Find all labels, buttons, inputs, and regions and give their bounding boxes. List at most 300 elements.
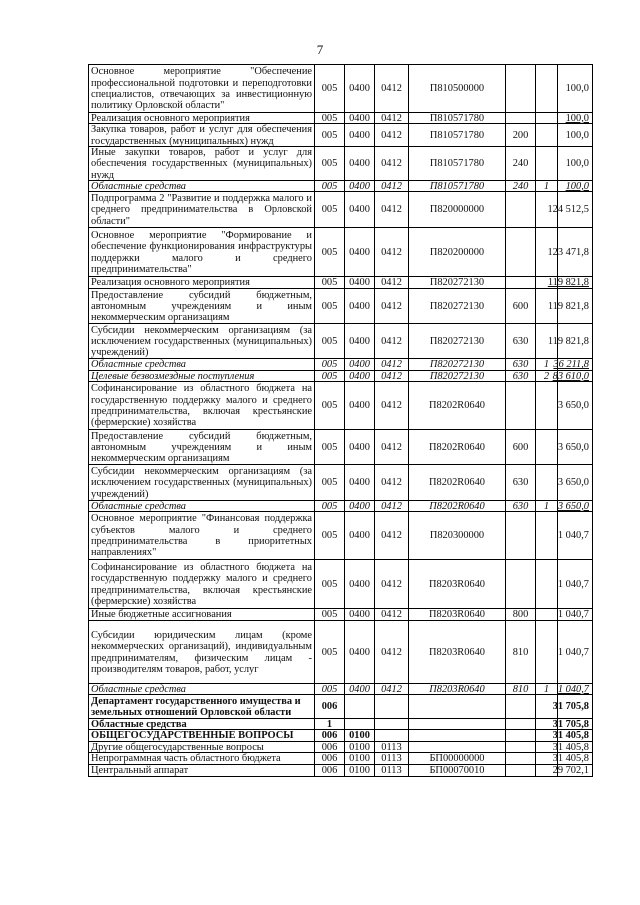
- amount-cell-text: 100,0: [565, 180, 589, 192]
- amount-cell-text: 1 040,7: [557, 530, 589, 542]
- table-row: [88, 559, 593, 609]
- subsection-code-cell-text: 0412: [381, 441, 402, 453]
- amount-cell-text: 36 211,8: [553, 359, 589, 371]
- amount-cell-text: 83 610,0: [552, 370, 589, 382]
- target-article-cell-text: П8203R0640: [429, 609, 485, 621]
- amount-cell-text: 1 040,7: [557, 646, 589, 658]
- target-article-cell-text: П820200000: [429, 246, 485, 258]
- admin-code-cell: [314, 65, 344, 113]
- row-name-cell-text: Субсидии некоммерческим организациям (за исключением государственных (муниципальных) учреждений): [91, 324, 312, 359]
- section-code-cell-text: 0100: [349, 764, 370, 776]
- target-article-cell: [408, 465, 505, 501]
- expense-type-cell: [505, 324, 535, 359]
- admin-code-cell-text: 006: [321, 764, 338, 776]
- admin-code-cell-text: 005: [321, 609, 338, 621]
- table-row: [88, 511, 593, 560]
- funding-source-cell: [535, 621, 557, 684]
- admin-code-cell: [314, 324, 344, 359]
- expense-type-cell: [505, 512, 535, 560]
- amount-cell-text: 3 650,0: [557, 477, 589, 489]
- section-code-cell-text: 0400: [349, 609, 370, 621]
- section-code-cell-text: 0400: [349, 112, 370, 124]
- subsection-code-cell-text: 0113: [381, 741, 402, 753]
- amount-cell: [547, 289, 593, 324]
- target-article-cell-text: П820000000: [429, 204, 485, 216]
- funding-source-cell-text: 1: [543, 500, 550, 512]
- row-name-cell-text: Иные бюджетные ассигнования: [91, 609, 232, 621]
- amount-cell-text: 100,0: [565, 83, 589, 95]
- funding-source-cell: [535, 382, 557, 430]
- target-article-cell: [408, 289, 505, 324]
- funding-source-cell-text: 2: [543, 370, 550, 382]
- admin-code-cell-text: 1: [326, 718, 333, 730]
- table-row: [88, 694, 593, 719]
- admin-code-cell: [314, 228, 344, 277]
- row-name-cell-text: Предоставление субсидий бюджетным, автономным учреждениям и иным некоммерческим организациям: [91, 430, 312, 465]
- section-code-cell-text: 0400: [349, 683, 370, 695]
- amount-cell-text: 1 040,7: [557, 578, 589, 590]
- section-code-cell-text: 0400: [349, 578, 370, 590]
- section-code-cell: [344, 465, 374, 501]
- subsection-code-cell: [374, 65, 408, 113]
- section-code-cell: [344, 765, 374, 776]
- row-name-cell-text: Реализация основного мероприятия: [91, 277, 250, 289]
- admin-code-cell-text: 005: [321, 204, 338, 216]
- amount-cell-text: 3 650,0: [557, 500, 589, 512]
- target-article-cell-text: БП00000000: [429, 753, 485, 765]
- row-name-cell-text: Софинансирование из областного бюджета на государственную поддержку малого и среднего предпринимательства, включая крестьянские (фермерские) хозяйства: [91, 383, 312, 429]
- admin-code-cell: [314, 560, 344, 609]
- target-article-cell-text: П8202R0640: [429, 400, 485, 412]
- section-code-cell: [344, 228, 374, 277]
- subsection-code-cell-text: 0412: [381, 400, 402, 412]
- section-code-cell-text: 0400: [349, 300, 370, 312]
- section-code-cell-text: 0400: [349, 500, 370, 512]
- table-row: [88, 64, 593, 113]
- amount-cell: [557, 621, 593, 684]
- target-article-cell-text: П8203R0640: [429, 646, 485, 658]
- target-article-cell: [408, 382, 505, 430]
- amount-cell-text: 1 040,7: [557, 609, 589, 621]
- subsection-code-cell: [374, 289, 408, 324]
- amount-cell: [557, 512, 593, 560]
- amount-cell: [547, 324, 593, 359]
- admin-code-cell-text: 005: [321, 578, 338, 590]
- target-article-cell-text: П820272130: [429, 300, 485, 312]
- amount-cell-text: 31 405,8: [552, 753, 589, 765]
- target-article-cell-text: П810500000: [429, 83, 485, 95]
- section-code-cell-text: 0400: [349, 335, 370, 347]
- section-code-cell-text: 0400: [349, 400, 370, 412]
- target-article-cell-text: П820272130: [429, 370, 485, 382]
- row-name-cell-text: Областные средства: [91, 683, 187, 695]
- table-row: [88, 288, 593, 324]
- section-code-cell-text: 0400: [349, 359, 370, 371]
- row-name-cell-text: Субсидии юридическим лицам (кроме некоммерческих организаций), индивидуальным предпринимателям, физическим лицам - производителям товаров, работ, услуг: [91, 629, 312, 675]
- expense-type-cell-text: 600: [512, 441, 529, 453]
- amount-cell: [552, 695, 593, 719]
- amount-cell-text: 29 702,1: [552, 764, 589, 776]
- admin-code-cell-text: 005: [321, 300, 338, 312]
- subsection-code-cell: [374, 228, 408, 277]
- expense-type-cell: [505, 465, 535, 501]
- expense-type-cell-text: 630: [512, 370, 529, 382]
- table-row: [88, 429, 593, 465]
- row-name-cell: [88, 228, 314, 277]
- target-article-cell-text: П810571780: [429, 112, 485, 124]
- amount-cell-text: 124 512,5: [547, 204, 589, 216]
- expense-type-cell: [505, 382, 535, 430]
- row-name-cell: [88, 192, 314, 228]
- section-code-cell-text: 0100: [349, 730, 370, 742]
- subsection-code-cell-text: 0412: [381, 204, 402, 216]
- section-code-cell-text: 0400: [349, 204, 370, 216]
- funding-source-cell: [535, 147, 557, 181]
- row-name-cell: [88, 324, 314, 359]
- subsection-code-cell-text: 0412: [381, 500, 402, 512]
- expense-type-cell: [505, 124, 535, 147]
- subsection-code-cell-text: 0113: [381, 753, 402, 765]
- row-name-cell-text: Департамент государственного имущества и земельных отношений Орловской области: [91, 695, 301, 718]
- funding-source-cell: [535, 512, 557, 560]
- section-code-cell-text: 0400: [349, 441, 370, 453]
- subsection-code-cell: [374, 512, 408, 560]
- section-code-cell-text: 0100: [349, 753, 370, 765]
- expense-type-cell-text: 630: [512, 500, 529, 512]
- row-name-cell-text: Реализация основного мероприятия: [91, 112, 250, 124]
- amount-cell: [557, 124, 593, 147]
- funding-source-cell: [535, 124, 557, 147]
- amount-cell-text: 123 471,8: [547, 246, 589, 258]
- admin-code-cell: [314, 147, 344, 181]
- amount-cell-text: 100,0: [565, 158, 589, 170]
- admin-code-cell-text: 005: [321, 359, 338, 371]
- funding-source-cell: [535, 465, 557, 501]
- section-code-cell: [344, 324, 374, 359]
- target-article-cell: [408, 512, 505, 560]
- subsection-code-cell-text: 0412: [381, 300, 402, 312]
- admin-code-cell-text: 005: [321, 500, 338, 512]
- subsection-code-cell-text: 0412: [381, 129, 402, 141]
- expense-type-cell-text: 800: [512, 609, 529, 621]
- subsection-code-cell: [374, 621, 408, 684]
- table-row: [88, 123, 593, 147]
- target-article-cell: [408, 695, 505, 719]
- row-name-cell-text: Областные средства: [91, 718, 187, 730]
- amount-cell: [557, 430, 593, 465]
- admin-code-cell-text: 006: [321, 753, 338, 765]
- target-article-cell: [408, 430, 505, 465]
- subsection-code-cell: [374, 765, 408, 776]
- subsection-code-cell-text: 0412: [381, 370, 402, 382]
- row-name-cell: [88, 382, 314, 430]
- admin-code-cell: [314, 765, 344, 776]
- row-name-cell-text: Областные средства: [91, 180, 187, 192]
- admin-code-cell-text: 005: [321, 83, 338, 95]
- amount-cell: [547, 192, 593, 228]
- amount-cell-text: 1 040,7: [557, 683, 589, 695]
- expense-type-cell-text: 630: [512, 477, 529, 489]
- admin-code-cell: [314, 430, 344, 465]
- subsection-code-cell: [374, 560, 408, 609]
- target-article-cell-text: П810571780: [429, 180, 485, 192]
- amount-cell-text: 100,0: [565, 129, 589, 141]
- subsection-code-cell-text: 0412: [381, 477, 402, 489]
- admin-code-cell-text: 005: [321, 246, 338, 258]
- amount-cell-text: 119 821,8: [547, 277, 589, 289]
- expense-type-cell: [505, 430, 535, 465]
- admin-code-cell-text: 005: [321, 477, 338, 489]
- amount-cell-text: 31 705,8: [552, 701, 589, 713]
- target-article-cell: [408, 324, 505, 359]
- target-article-cell-text: П8203R0640: [429, 578, 485, 590]
- subsection-code-cell-text: 0412: [381, 83, 402, 95]
- amount-cell: [552, 764, 593, 776]
- target-article-cell: [408, 124, 505, 147]
- section-code-cell: [344, 695, 374, 719]
- row-name-cell-text: Областные средства: [91, 359, 187, 371]
- subsection-code-cell: [374, 382, 408, 430]
- target-article-cell: [408, 192, 505, 228]
- subsection-code-cell: [374, 695, 408, 719]
- subsection-code-cell-text: 0412: [381, 246, 402, 258]
- table-row: [88, 146, 593, 181]
- amount-cell-text: 31 705,8: [552, 718, 589, 730]
- row-name-cell-text: Софинансирование из областного бюджета на государственную поддержку малого и среднего предпринимательства, включая крестьянские (фермерские) хозяйства: [91, 561, 312, 607]
- amount-cell: [557, 382, 593, 430]
- row-name-cell-text: ОБЩЕГОСУДАРСТВЕННЫЕ ВОПРОСЫ: [91, 730, 294, 742]
- row-name-cell-text: Подпрограмма 2 "Развитие и поддержка малого и среднего предпринимательства в Орловской области": [91, 193, 312, 227]
- subsection-code-cell-text: 0412: [381, 578, 402, 590]
- expense-type-cell-text: 810: [512, 683, 529, 695]
- row-name-cell: [88, 465, 314, 501]
- target-article-cell-text: П820272130: [429, 359, 485, 371]
- row-name-cell-text: Основное мероприятие "Формирование и обеспечение функционирования инфраструктуры поддержки малого и среднего предпринимательства": [91, 229, 312, 275]
- subsection-code-cell-text: 0412: [381, 158, 402, 170]
- row-name-cell-text: Основное мероприятие "Обеспечение профессиональной подготовки и переподготовки специалистов, отвечающих за инвестиционную политику Орловской области": [91, 66, 312, 112]
- section-code-cell: [344, 124, 374, 147]
- table-row: [88, 191, 593, 228]
- target-article-cell-text: П8202R0640: [429, 477, 485, 489]
- expense-type-cell: [505, 560, 535, 609]
- subsection-code-cell: [374, 430, 408, 465]
- subsection-code-cell: [374, 192, 408, 228]
- section-code-cell: [344, 621, 374, 684]
- section-code-cell: [344, 382, 374, 430]
- row-name-cell-text: Целевые безвозмездные поступления: [91, 370, 255, 382]
- section-code-cell-text: 0400: [349, 370, 370, 382]
- admin-code-cell: [314, 621, 344, 684]
- admin-code-cell-text: 005: [321, 530, 338, 542]
- admin-code-cell: [314, 382, 344, 430]
- admin-code-cell-text: 006: [321, 701, 338, 713]
- section-code-cell-text: 0400: [349, 129, 370, 141]
- row-name-cell-text: Предоставление субсидий бюджетным, автономным учреждениям и иным некоммерческим организациям: [91, 289, 312, 324]
- target-article-cell: [408, 147, 505, 181]
- table-row: [88, 381, 593, 430]
- row-name-cell-text: Субсидии некоммерческим организациям (за исключением государственных (муниципальных) учреждений): [91, 466, 312, 500]
- admin-code-cell-text: 005: [321, 441, 338, 453]
- amount-cell: [557, 465, 593, 501]
- amount-cell-text: 3 650,0: [557, 441, 589, 453]
- target-article-cell-text: П810571780: [429, 158, 485, 170]
- target-article-cell-text: П8202R0640: [429, 500, 485, 512]
- subsection-code-cell-text: 0412: [381, 112, 402, 124]
- admin-code-cell-text: 005: [321, 370, 338, 382]
- target-article-cell-text: П8202R0640: [429, 441, 485, 453]
- funding-source-cell-text: 1: [543, 180, 550, 192]
- subsection-code-cell-text: 0412: [381, 359, 402, 371]
- expense-type-cell: [505, 695, 535, 719]
- subsection-code-cell: [374, 465, 408, 501]
- funding-source-cell: [535, 65, 557, 113]
- expense-type-cell: [505, 147, 535, 181]
- amount-cell: [557, 65, 593, 113]
- admin-code-cell: [314, 192, 344, 228]
- section-code-cell-text: 0400: [349, 158, 370, 170]
- target-article-cell: [408, 765, 505, 776]
- section-code-cell-text: 0400: [349, 246, 370, 258]
- subsection-code-cell-text: 0412: [381, 530, 402, 542]
- subsection-code-cell-text: 0412: [381, 646, 402, 658]
- admin-code-cell-text: 005: [321, 158, 338, 170]
- expense-type-cell: [505, 228, 535, 277]
- section-code-cell-text: 0400: [349, 180, 370, 192]
- row-name-cell-text: Иные закупки товаров, работ и услуг для обеспечения государственных (муниципальных) нужд: [91, 147, 312, 181]
- target-article-cell: [408, 621, 505, 684]
- target-article-cell-text: П820272130: [429, 277, 485, 289]
- expense-type-cell: [505, 765, 535, 776]
- target-article-cell: [408, 228, 505, 277]
- table-row: [88, 620, 593, 684]
- admin-code-cell-text: 006: [321, 730, 338, 742]
- page-number: 7: [316, 42, 324, 57]
- expense-type-cell-text: 630: [512, 335, 529, 347]
- admin-code-cell-text: 005: [321, 129, 338, 141]
- table-row: [88, 764, 593, 777]
- expense-type-cell: [505, 289, 535, 324]
- subsection-code-cell: [374, 147, 408, 181]
- row-name-cell-text: Основное мероприятие "Финансовая поддержка субъектов малого и среднего предпринимательства в приоритетных направлениях": [91, 513, 312, 559]
- row-name-cell-text: Центральный аппарат: [91, 764, 189, 776]
- target-article-cell-text: БП00070010: [429, 764, 485, 776]
- admin-code-cell-text: 005: [321, 277, 338, 289]
- section-code-cell: [344, 192, 374, 228]
- expense-type-cell: [505, 65, 535, 113]
- subsection-code-cell: [374, 124, 408, 147]
- row-name-cell-text: Закупка товаров, работ и услуг для обеспечения государственных (муниципальных) нужд: [91, 124, 312, 147]
- section-code-cell: [344, 147, 374, 181]
- expense-type-cell-text: 630: [512, 359, 529, 371]
- row-name-cell: [88, 289, 314, 324]
- amount-cell-text: 100,0: [565, 112, 589, 124]
- section-code-cell-text: 0400: [349, 646, 370, 658]
- admin-code-cell-text: 006: [321, 741, 338, 753]
- expense-type-cell: [505, 192, 535, 228]
- amount-cell-text: 31 405,8: [552, 730, 589, 742]
- target-article-cell-text: П820300000: [429, 530, 485, 542]
- admin-code-cell: [314, 512, 344, 560]
- row-name-cell: [88, 512, 314, 560]
- table-row: [88, 227, 593, 277]
- expense-type-cell-text: 810: [512, 646, 529, 658]
- subsection-code-cell-text: 0412: [381, 335, 402, 347]
- table-row: [88, 323, 593, 359]
- row-name-cell: [88, 124, 314, 147]
- admin-code-cell: [314, 695, 344, 719]
- section-code-cell: [344, 289, 374, 324]
- target-article-cell: [408, 65, 505, 113]
- amount-cell-text: 3 650,0: [557, 400, 589, 412]
- section-code-cell-text: 0400: [349, 477, 370, 489]
- section-code-cell: [344, 430, 374, 465]
- funding-source-cell-text: 1: [543, 359, 550, 371]
- amount-cell: [547, 228, 593, 277]
- section-code-cell-text: 0400: [349, 277, 370, 289]
- section-code-cell: [344, 65, 374, 113]
- expense-type-cell-text: 240: [512, 180, 529, 192]
- amount-cell: [557, 560, 593, 609]
- admin-code-cell: [314, 465, 344, 501]
- subsection-code-cell: [374, 324, 408, 359]
- row-name-cell: [88, 65, 314, 113]
- target-article-cell: [408, 560, 505, 609]
- funding-source-cell: [535, 430, 557, 465]
- row-name-cell: [88, 147, 314, 181]
- subsection-code-cell-text: 0412: [381, 277, 402, 289]
- section-code-cell-text: 0400: [349, 83, 370, 95]
- section-code-cell-text: 0100: [349, 741, 370, 753]
- row-name-cell-text: Другие общегосударственные вопросы: [91, 741, 264, 753]
- subsection-code-cell-text: 0412: [381, 180, 402, 192]
- row-name-cell-text: Непрограммная часть областного бюджета: [91, 753, 281, 765]
- admin-code-cell-text: 005: [321, 646, 338, 658]
- admin-code-cell-text: 005: [321, 400, 338, 412]
- section-code-cell: [344, 560, 374, 609]
- target-article-cell-text: П810571780: [429, 129, 485, 141]
- admin-code-cell-text: 005: [321, 335, 338, 347]
- admin-code-cell: [314, 289, 344, 324]
- expense-type-cell-text: 200: [512, 129, 529, 141]
- admin-code-cell-text: 005: [321, 683, 338, 695]
- admin-code-cell: [314, 124, 344, 147]
- funding-source-cell: [535, 560, 557, 609]
- amount-cell: [557, 147, 593, 181]
- table-row: [88, 464, 593, 501]
- row-name-cell: [88, 765, 314, 776]
- row-name-cell: [88, 695, 314, 719]
- row-name-cell-text: Областные средства: [91, 500, 187, 512]
- row-name-cell: [88, 430, 314, 465]
- amount-cell-text: 119 821,8: [547, 335, 589, 347]
- amount-cell-text: 119 821,8: [547, 300, 589, 312]
- target-article-cell-text: П8203R0640: [429, 683, 485, 695]
- admin-code-cell-text: 005: [321, 180, 338, 192]
- row-name-cell: [88, 621, 314, 684]
- section-code-cell: [344, 512, 374, 560]
- subsection-code-cell-text: 0412: [381, 609, 402, 621]
- expense-type-cell-text: 240: [512, 158, 529, 170]
- target-article-cell-text: П820272130: [429, 335, 485, 347]
- expense-type-cell: [505, 621, 535, 684]
- section-code-cell-text: 0400: [349, 530, 370, 542]
- expense-type-cell-text: 600: [512, 300, 529, 312]
- subsection-code-cell-text: 0113: [381, 764, 402, 776]
- amount-cell-text: 31 405,8: [552, 741, 589, 753]
- row-name-cell: [88, 560, 314, 609]
- funding-source-cell-text: 1: [543, 683, 550, 695]
- subsection-code-cell-text: 0412: [381, 683, 402, 695]
